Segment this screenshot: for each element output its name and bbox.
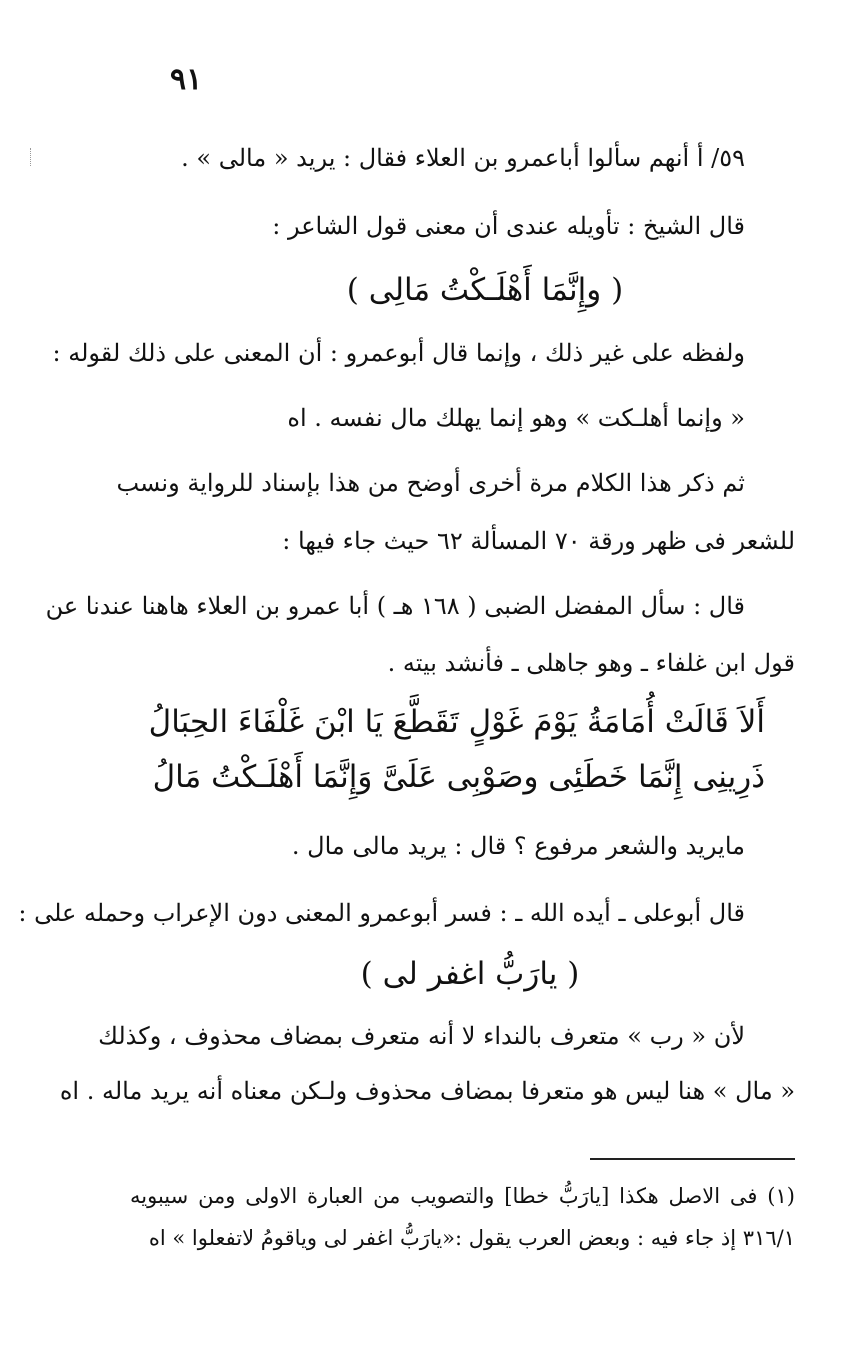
footnote-separator [590, 1158, 795, 1160]
text-line-6: ثم ذكر هذا الكلام مرة أخرى أوضح من هذا بإسناد للرواية ونسب [116, 469, 745, 497]
text-line-12: مايريد والشعر مرفوع ؟ قال : يريد مالى مال . [291, 832, 745, 860]
text-line-16: « مال » هنا ليس هو متعرفا بمضاف محذوف ولـكن معناه أنه يريد ماله . اه [59, 1077, 795, 1105]
quoted-verse-fragment: ( وإِنَّمَا أَهْلَـكْتُ مَالِى ) [346, 272, 624, 308]
footnote-line-2: ٣١٦/١ إذ جاء فيه : وبعض العرب يقول :«يارَبُّ اغفر لى وياقومُ لاتفعلوا » اه [148, 1226, 795, 1250]
page-number: ٩١ [170, 62, 203, 97]
text-line-7: للشعر فى ظهر ورقة ٧٠ المسألة ٦٢ حيث جاء فيها : [282, 527, 795, 555]
footnote-line-1: (١) فى الاصل هكذا [يارَبُّ خطا] والتصويب من العبارة الاولى ومن سيبويه [130, 1184, 795, 1208]
text-line-8: قال : سأل المفضل الضبى ( ١٦٨ هـ ) أبا عمرو بن العلاء هاهنا عندنا عن [45, 592, 745, 620]
text-line-15: لأن « رب » متعرف بالنداء لا أنه متعرف بمضاف محذوف ، وكذلك [98, 1022, 745, 1050]
text-line-1: ٥٩/ أ أنهم سألوا أباعمرو بن العلاء فقال : يريد « مالى » . [181, 144, 745, 172]
text-line-4: ولفظه على غير ذلك ، وإنما قال أبوعمرو : أن المعنى على ذلك لقوله : [52, 339, 745, 367]
text-line-13: قال أبوعلى ـ أيده الله ـ : فسر أبوعمرو المعنى دون الإعراب وحمله على : [18, 899, 745, 927]
text-line-9: قول ابن غلفاء ـ وهو جاهلى ـ فأنشد بيته . [387, 649, 795, 677]
quoted-prayer: ( يارَبُّ اغفر لى ) [360, 956, 580, 992]
poem-verse-1: أَلاَ قَالَتْ أُمَامَةُ يَوْمَ غَوْلٍ تَقَطَّعَ يَا ابْنَ غَلْفَاءَ الحِبَالُ [148, 704, 765, 740]
text-line-5: « وإنما أهلـكت » وهو إنما يهلك مال نفسه . اه [287, 404, 745, 432]
margin-mark [30, 148, 37, 166]
text-line-2: قال الشيخ : تأويله عندى أن معنى قول الشاعر : [272, 212, 745, 240]
poem-verse-2: ذَرِينِى إِنَّمَا خَطَئِى وصَوْبِى عَلَىَّ وَإِنَّمَا أَهْلَـكْتُ مَالُ [152, 759, 765, 795]
